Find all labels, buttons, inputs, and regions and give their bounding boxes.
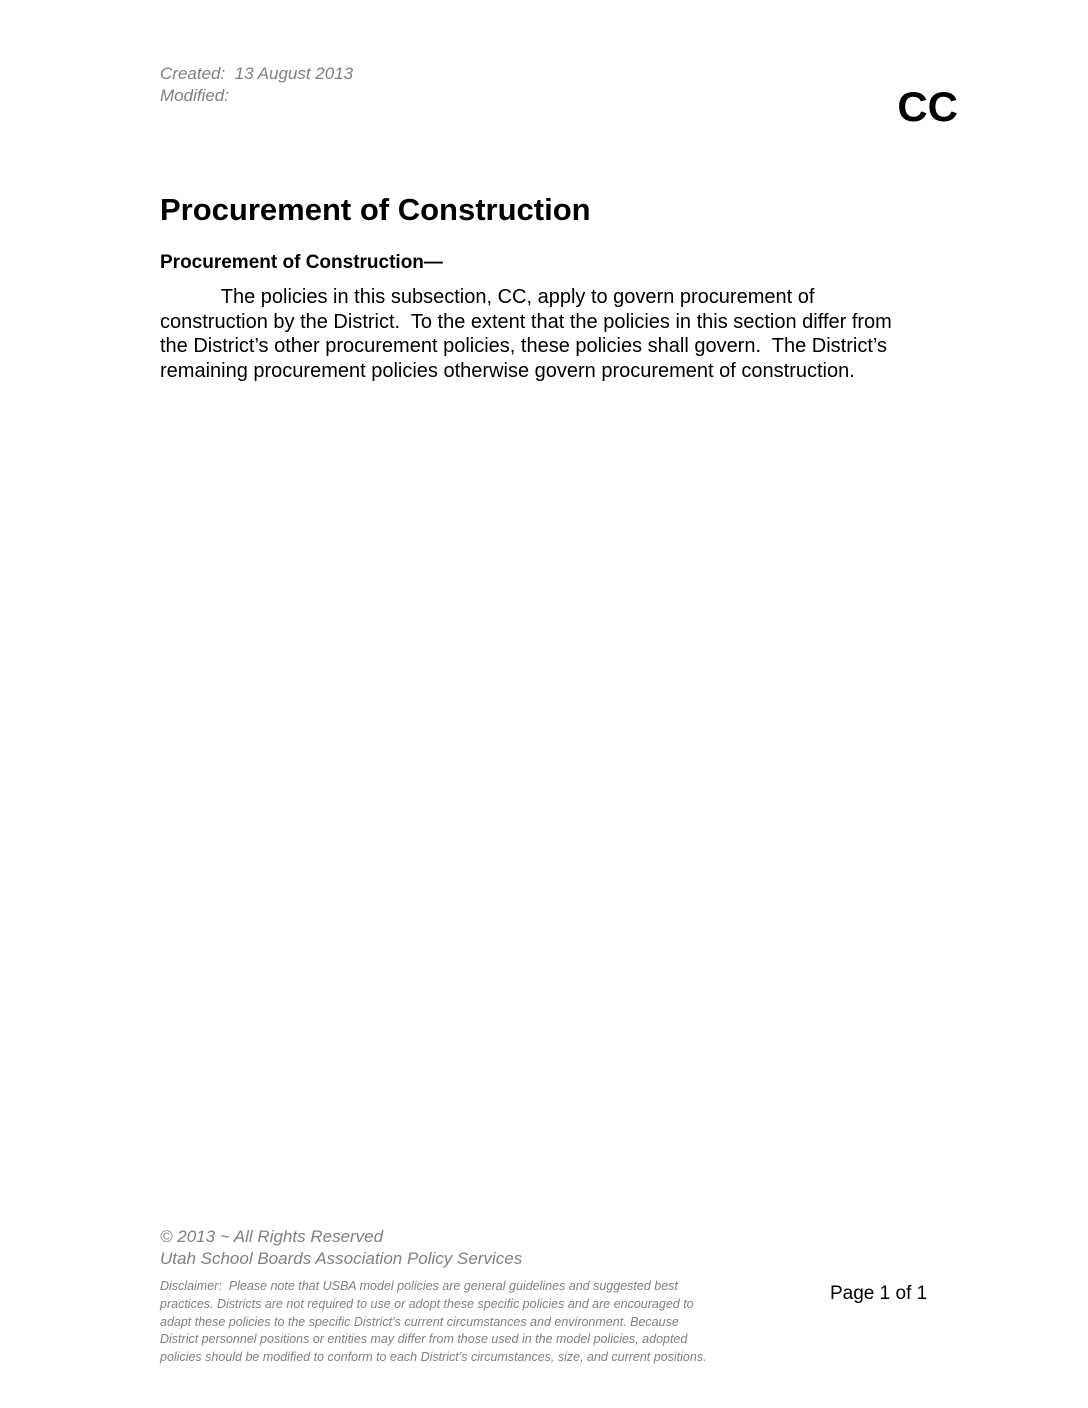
footer-copyright-block	[160, 1226, 522, 1270]
disclaimer-line: practices. Districts are not required to use or adopt these specific policies and are encouraged to	[160, 1296, 694, 1311]
disclaimer-line: District personnel positions or entities may differ from those used in the model policies, adopted	[160, 1332, 688, 1347]
page-number: Page 1 of 1	[830, 1283, 928, 1304]
disclaimer-line: Disclaimer: Please note that USBA model policies are general guidelines and suggested best	[160, 1279, 678, 1293]
policy-paragraph	[160, 285, 960, 383]
section-heading: Procurement of Construction—	[160, 252, 443, 273]
modified-date: Modified:	[160, 86, 229, 105]
organization-name: Utah School Boards Association Policy Services	[160, 1249, 523, 1268]
document-metadata	[160, 63, 353, 107]
paragraph-line: the District’s other procurement policies, these policies shall govern. The District’s	[160, 335, 887, 357]
page-title: Procurement of Construction	[160, 192, 591, 227]
disclaimer	[160, 1278, 800, 1367]
paragraph-line: The policies in this subsection, CC, apply to govern procurement of	[160, 286, 815, 308]
policy-code: CC	[897, 83, 958, 130]
copyright-notice: © 2013 ~ All Rights Reserved	[160, 1227, 384, 1246]
paragraph-line: construction by the District. To the extent that the policies in this section differ from	[160, 310, 892, 333]
paragraph-line: remaining procurement policies otherwise govern procurement of construction.	[160, 359, 855, 382]
created-date: Created: 13 August 2013	[160, 64, 354, 83]
disclaimer-line: adapt these policies to the specific District’s current circumstances and environment. Because	[160, 1314, 679, 1329]
disclaimer-line: policies should be modified to conform to each District’s circumstances, size, and current positions.	[160, 1350, 707, 1365]
